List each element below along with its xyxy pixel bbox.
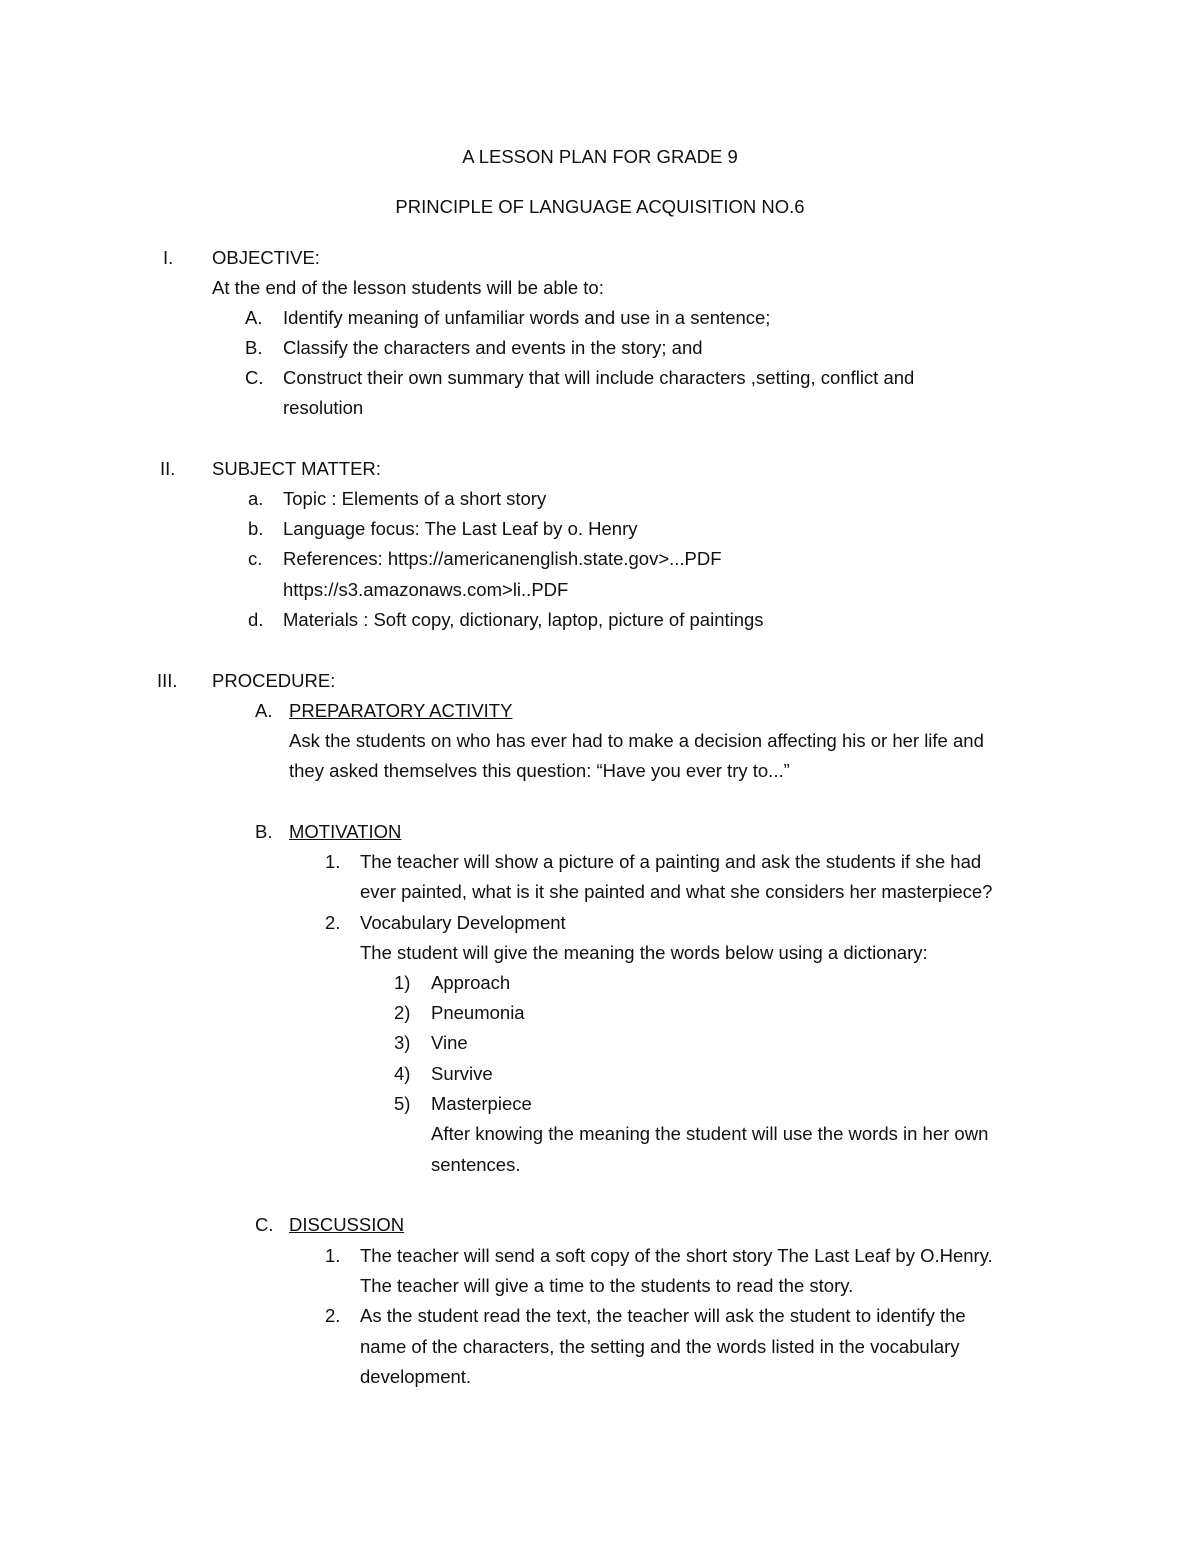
objective-item-c: Construct their own summary that will include characters ,setting, conflict and (283, 367, 915, 388)
objective-marker-a: A. (245, 307, 263, 328)
preparatory-activity-line-2: they asked themselves this question: “Have you ever try to...” (289, 760, 790, 781)
subject-marker-c: c. (248, 548, 263, 569)
section-heading-objective: OBJECTIVE: (212, 247, 320, 268)
discussion-item-2-line-1: As the student read the text, the teacher will ask the student to identify the (360, 1305, 966, 1326)
subject-item-materials: Materials : Soft copy, dictionary, laptop, picture of paintings (283, 609, 764, 630)
objective-item-c-continued: resolution (283, 397, 364, 418)
motivation-heading: MOTIVATION (289, 821, 402, 842)
vocab-marker-1: 1) (394, 972, 411, 993)
section-heading-subject: SUBJECT MATTER: (212, 458, 381, 479)
motivation-item-1-line-1: The teacher will show a picture of a painting and ask the students if she had (360, 851, 982, 872)
discussion-item-1-line-2: The teacher will give a time to the students to read the story. (360, 1275, 854, 1296)
objective-intro: At the end of the lesson students will be able to: (212, 277, 604, 298)
subject-marker-a: a. (248, 488, 264, 509)
vocab-after-line-1: After knowing the meaning the student will use the words in her own (431, 1123, 989, 1144)
subject-marker-d: d. (248, 609, 264, 630)
preparatory-activity-line-1: Ask the students on who has ever had to make a decision affecting his or her life and (289, 730, 984, 751)
motivation-item-marker-2: 2. (325, 912, 341, 933)
objective-marker-c: C. (245, 367, 264, 388)
discussion-item-marker-1: 1. (325, 1245, 341, 1266)
procedure-marker-b: B. (255, 821, 273, 842)
motivation-item-marker-1: 1. (325, 851, 341, 872)
vocab-marker-3: 3) (394, 1032, 411, 1053)
vocab-word-masterpiece: Masterpiece (431, 1093, 532, 1114)
motivation-item-2-line-1: Vocabulary Development (360, 912, 566, 933)
vocab-marker-5: 5) (394, 1093, 411, 1114)
vocab-word-approach: Approach (431, 972, 511, 993)
subject-item-references: References: https://americanenglish.state.gov>...PDF (283, 548, 722, 569)
procedure-marker-a: A. (255, 700, 273, 721)
discussion-item-1-line-1: The teacher will send a soft copy of the short story The Last Leaf by O.Henry. (360, 1245, 993, 1266)
objective-item-b: Classify the characters and events in the story; and (283, 337, 703, 358)
discussion-item-2-line-3: development. (360, 1366, 472, 1387)
subject-item-topic: Topic : Elements of a short story (283, 488, 547, 509)
section-numeral-procedure: III. (157, 670, 178, 691)
document-subtitle: PRINCIPLE OF LANGUAGE ACQUISITION NO.6 (395, 196, 805, 217)
preparatory-activity-heading: PREPARATORY ACTIVITY (289, 700, 513, 721)
objective-item-a: Identify meaning of unfamiliar words and use in a sentence; (283, 307, 771, 328)
subject-item-language-focus: Language focus: The Last Leaf by o. Henry (283, 518, 638, 539)
subject-item-references-continued: https://s3.amazonaws.com>li..PDF (283, 579, 569, 600)
procedure-marker-c: C. (255, 1214, 274, 1235)
discussion-heading: DISCUSSION (289, 1214, 405, 1235)
discussion-item-marker-2: 2. (325, 1305, 341, 1326)
section-heading-procedure: PROCEDURE: (212, 670, 336, 691)
discussion-item-2-line-2: name of the characters, the setting and the words listed in the vocabulary (360, 1336, 960, 1357)
section-numeral-objective: I. (163, 247, 174, 268)
subject-marker-b: b. (248, 518, 264, 539)
vocab-after-line-2: sentences. (431, 1154, 521, 1175)
vocab-word-survive: Survive (431, 1063, 493, 1084)
motivation-item-1-line-2: ever painted, what is it she painted and what she considers her masterpiece? (360, 881, 993, 902)
objective-marker-b: B. (245, 337, 263, 358)
document-title: A LESSON PLAN FOR GRADE 9 (462, 146, 738, 167)
vocab-marker-4: 4) (394, 1063, 411, 1084)
vocab-marker-2: 2) (394, 1002, 411, 1023)
vocab-word-pneumonia: Pneumonia (431, 1002, 525, 1023)
motivation-item-2-line-2: The student will give the meaning the words below using a dictionary: (360, 942, 928, 963)
section-numeral-subject: II. (160, 458, 176, 479)
vocab-word-vine: Vine (431, 1032, 468, 1053)
